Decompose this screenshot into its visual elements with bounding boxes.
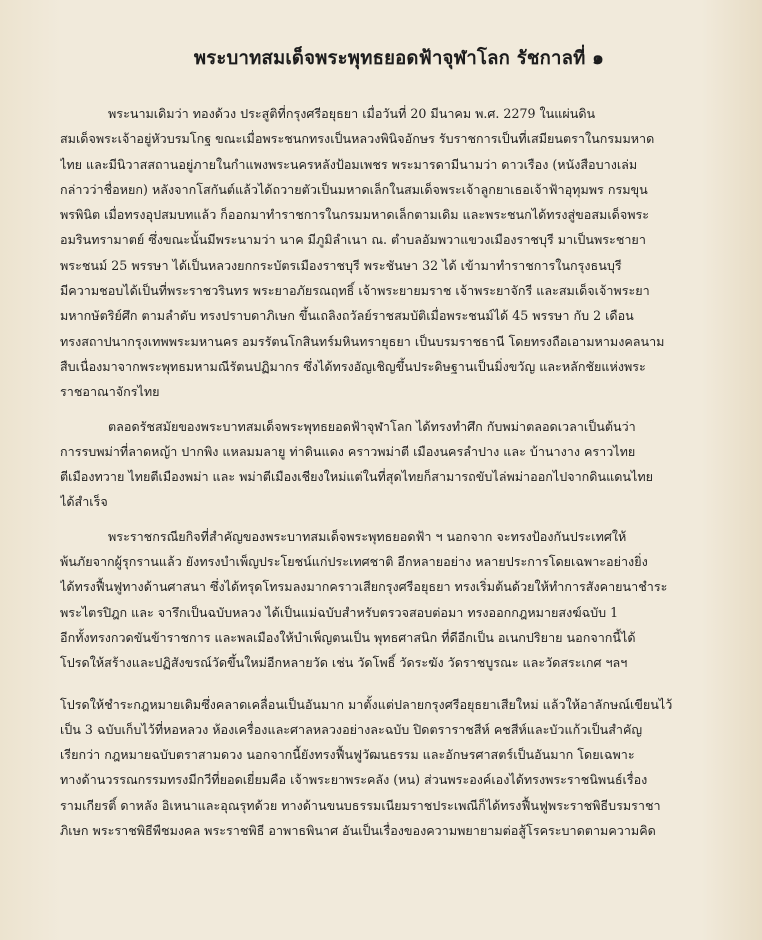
text-line: ได้สำเร็จ bbox=[60, 494, 108, 510]
paragraph-royal-duties bbox=[60, 524, 726, 676]
paragraph-wars bbox=[60, 414, 726, 515]
text-line: เป็น 3 ฉบับเก็บไว้ที่หอหลวง ห้องเครื่องและศาลหลวงอย่างละฉบับ ปิดตราราชสีห์ คชสีห์และบัวแก้วเป็นสำคัญ bbox=[60, 721, 643, 737]
text-line: การรบพม่าที่ลาดหญ้า ปากพิง แหลมมลายู ท่าดินแดง คราวพม่าตี เมืองนครลำปาง และ บ้านางาง คราวไทย bbox=[60, 443, 636, 459]
text-line: ทางด้านวรรณกรรมทรงมีกวีที่ยอดเยี่ยมคือ เจ้าพระยาพระคลัง (หน) ส่วนพระองค์เองได้ทรงพระราชนิพนธ์เรื่อง bbox=[60, 772, 648, 788]
text-line: พระชนม์ 25 พรรษา ได้เป็นหลวงยกกระบัตรเมืองราชบุรี พระชันษา 32 ได้ เข้ามาทำราชการในกรุงธนบุรี bbox=[60, 257, 622, 273]
text-line: อมรินทรามาตย์ ซึ่งขณะนั้นมีพระนามว่า นาค มีภูมิลำเนา ณ. ตำบลอัมพวาแขวงเมืองราชบุรี มาเป็นพระชายา bbox=[60, 232, 646, 248]
text-line: ไทย และมีนิวาสสถานอยู่ภายในกำแพงพระนครหลังป้อมเพชร พระมารดามีนามว่า ดาวเรือง (หนังสือบางเล่ม bbox=[60, 156, 638, 172]
text-line: รามเกียรติ์ ดาหลัง อิเหนาและอุณรุทด้วย ทางด้านขนบธรรมเนียมราชประเพณีก็ได้ทรงฟื้นฟูพระราชพิธีบรมราชา bbox=[60, 797, 661, 813]
text-line: ทรงสถาปนากรุงเทพพระมหานคร อมรรัตนโกสินทร์มหินทรายุธยา เป็นบรมราชธานี โดยทรงถือเอามหามงคลนาม bbox=[60, 333, 665, 349]
text-line: ตีเมืองทวาย ไทยตีเมืองพม่า และ พม่าตีเมืองเชียงใหม่แต่ในที่สุดไทยก็สามารถขับไล่พม่าออกไปจากดินแดนไทย bbox=[60, 469, 653, 485]
text-line: พรพินิต เมื่อทรงอุปสมบทแล้ว ก็ออกมาทำราชการในกรมมหาดเล็กตามเดิม และพระชนกได้ทรงสู่ขอสมเด็จพระ bbox=[60, 207, 650, 223]
text-line: สืบเนื่องมาจากพระพุทธมหามณีรัตนปฏิมากร ซึ่งได้ทรงอัญเชิญขึ้นประดิษฐานเป็นมิ่งขวัญ และหลักชัยแห่งพระ bbox=[60, 358, 646, 374]
paragraph-law-and-culture bbox=[60, 692, 726, 844]
text-line: โปรดให้สร้างและปฏิสังขรณ์วัดขึ้นใหม่อีกหลายวัด เช่น วัดโพธิ์ วัดระฆัง วัดราชบูรณะ และวัดสระเกศ ฯลฯ bbox=[60, 655, 628, 671]
text-line: กล่าวว่าชื่อหยก) หลังจากโสกันต์แล้วได้ถวายตัวเป็นมหาดเล็กในสมเด็จพระเจ้าลูกยาเธอเจ้าฟ้าอุทุมพร กรมขุน bbox=[60, 181, 648, 197]
text-line: พระราชกรณียกิจที่สำคัญของพระบาทสมเด็จพระพุทธยอดฟ้า ฯ นอกจาก จะทรงป้องกันประเทศให้ bbox=[108, 528, 627, 544]
text-line: เรียกว่า กฎหมายฉบับตราสามดวง นอกจากนี้ยังทรงฟื้นฟูวัฒนธรรม และอักษรศาสตร์เป็นอันมาก โดยเฉพาะ bbox=[60, 747, 635, 763]
text-line: พระไตรปิฎก และ จารึกเป็นฉบับหลวง ได้เป็นแม่ฉบับสำหรับตรวจสอบต่อมา ทรงออกกฎหมายสงฆ์ฉบับ 1 bbox=[60, 604, 619, 620]
text-line: อีกทั้งทรงกวดขันข้าราชการ และพลเมืองให้บำเพ็ญตนเป็น พุทธศาสนิก ที่ดีอีกเป็น อเนกปริยาย นอกจากนี้ได้ bbox=[60, 629, 636, 645]
text-line: มหากษัตริย์ศึก ตามลำดับ ทรงปราบดาภิเษก ขึ้นเถลิงถวัลย์ราชสมบัติเมื่อพระชนม์ได้ 45 พรรษา กับ 2 เดือน bbox=[60, 308, 634, 324]
text-line: ราชอาณาจักรไทย bbox=[60, 384, 160, 400]
text-line: ภิเษก พระราชพิธีพืชมงคล พระราชพิธี อาพาธพินาศ อันเป็นเรื่องของความพยายามต่อสู้โรคระบาดตามความคิด bbox=[60, 823, 656, 839]
text-line: ตลอดรัชสมัยของพระบาทสมเด็จพระพุทธยอดฟ้าจุฬาโลก ได้ทรงทำศึก กับพม่าตลอดเวลาเป็นต้นว่า bbox=[108, 418, 636, 434]
paragraph-biography bbox=[60, 101, 726, 405]
text-line: พ้นภัยจากผู้รุกรานแล้ว ยังทรงบำเพ็ญประโยชน์แก่ประเทศชาติ อีกหลายอย่าง หลายประการโดยเฉพาะอย่างยิ่ง bbox=[60, 554, 648, 570]
text-line: พระนามเดิมว่า ทองด้วง ประสูติที่กรุงศรีอยุธยา เมื่อวันที่ 20 มีนาคม พ.ศ. 2279 ในแผ่นดิน bbox=[108, 106, 596, 121]
text-line: มีความชอบได้เป็นที่พระราชวรินทร พระยาอภัยรณฤทธิ์ เจ้าพระยายมราช เจ้าพระยาจักรี และสมเด็จเจ้าพระยา bbox=[60, 283, 650, 299]
text-line: สมเด็จพระเจ้าอยู่หัวบรมโกฐ ขณะเมื่อพระชนกทรงเป็นหลวงพินิจอักษร รับราชการเป็นที่เสมียนตราในกรมมหาด bbox=[60, 131, 655, 147]
page-title: พระบาทสมเด็จพระพุทธยอดฟ้าจุฬาโลก รัชกาลที่ ๑ bbox=[193, 48, 605, 69]
text-line: ได้ทรงฟื้นฟูทางด้านศาสนา ซึ่งได้ทรุดโทรมลงมากคราวเสียกรุงศรีอยุธยา ทรงเริ่มต้นด้วยให้ทำการสังคายนาชำระ bbox=[60, 579, 668, 595]
text-line: โปรดให้ชำระกฎหมายเดิมซึ่งคลาดเคลื่อนเป็นอันมาก มาตั้งแต่ปลายกรุงศรีอยุธยาเสียใหม่ แล้วให้อาลักษณ์เขียนไว้ bbox=[60, 696, 673, 712]
